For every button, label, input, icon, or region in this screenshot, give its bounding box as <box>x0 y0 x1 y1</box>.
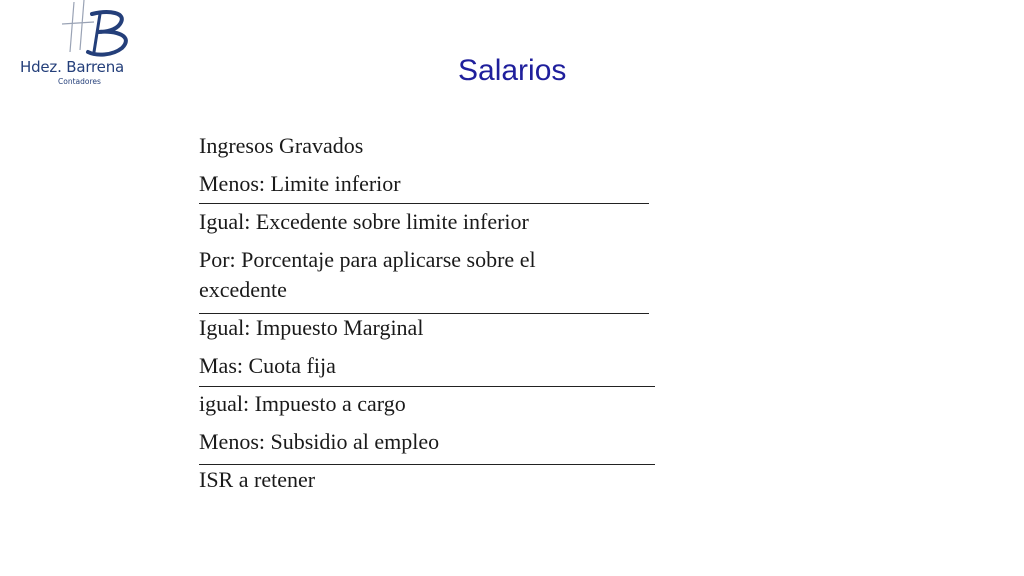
subtotal-rule <box>199 464 655 465</box>
page-title: Salarios <box>458 54 567 87</box>
list-item: Por: Porcentaje para aplicarse sobre el <box>199 247 536 272</box>
list-item: excedente <box>199 277 287 302</box>
list-item: Igual: Excedente sobre limite inferior <box>199 209 529 234</box>
list-item: igual: Impuesto a cargo <box>199 391 406 416</box>
subtotal-rule <box>199 386 655 387</box>
calculation-list <box>199 134 669 506</box>
list-item: Ingresos Gravados <box>199 133 364 158</box>
hb-monogram-icon <box>36 0 146 62</box>
list-item: Menos: Limite inferior <box>199 171 401 196</box>
list-item: Igual: Impuesto Marginal <box>199 315 424 340</box>
company-logo <box>18 0 138 92</box>
logo-company-subtitle: Contadores <box>58 77 101 86</box>
subtotal-rule <box>199 203 649 204</box>
subtotal-rule <box>199 313 649 314</box>
list-item: Mas: Cuota fija <box>199 353 336 378</box>
logo-company-name: Hdez. Barrena <box>20 58 124 76</box>
list-item: Menos: Subsidio al empleo <box>199 429 440 454</box>
list-item: ISR a retener <box>199 467 316 492</box>
